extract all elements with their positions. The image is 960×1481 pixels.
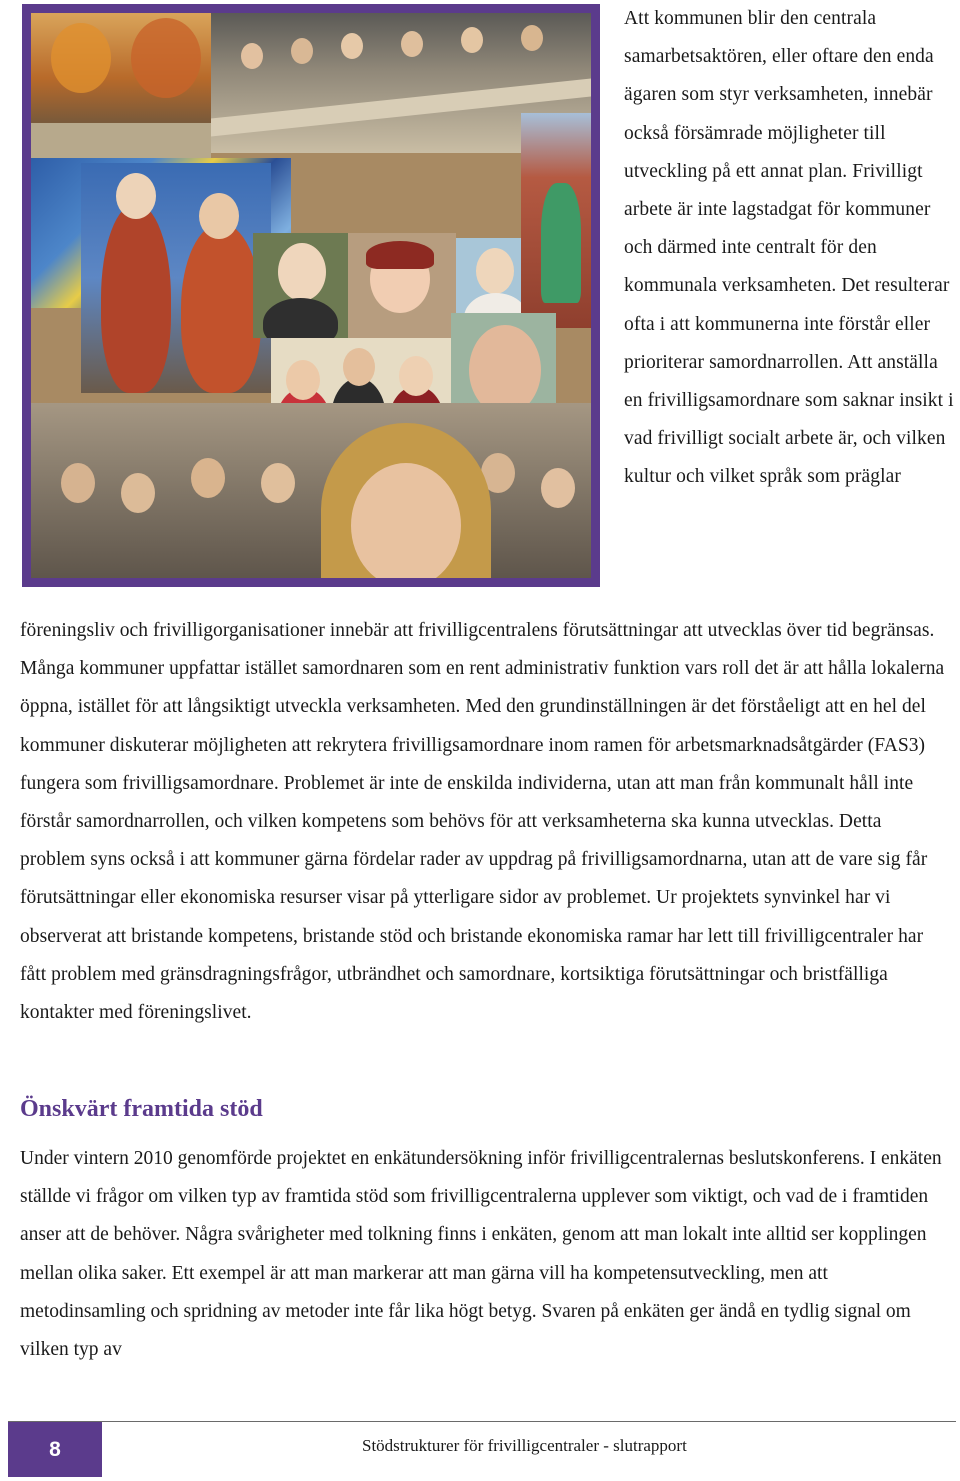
footer-divider bbox=[8, 1421, 956, 1422]
section-heading: Önskvärt framtida stöd bbox=[20, 1096, 263, 1122]
page-number: 8 bbox=[49, 1437, 61, 1461]
photo-collage bbox=[22, 4, 600, 587]
collage-photo-building bbox=[521, 113, 600, 328]
collage-photo-portrait-2 bbox=[348, 233, 456, 338]
section-paragraph: Under vintern 2010 genomförde projektet en enkätundersökning inför frivilligcentralernas beslutskonferens. I enkäten ställde vi frågor om vilken typ av framtida stöd som frivilligcentralerna upplever som viktigt, och vad de i framtiden anser att de behöver. Några svårigheter med tolkning finns i enkäten, genom att man lokalt inte alltid ser kopplingen mellan olika saker. Ett exempel är att man markerar att man gärna vill ha kompetensutveckling, men att metodinsamling och spridning av metoder inte får lika högt betyg. Svaren på enkäten ger ändå en tydlig signal om vilken typ av bbox=[20, 1148, 942, 1361]
collage-photo-portrait-1 bbox=[253, 233, 348, 338]
body-paragraph: föreningsliv och frivilligorganisationer innebär att frivilligcentralens förutsättningar att utvecklas över tid begränsas. Många kommuner uppfattar istället samordnaren som en rent administrativ funktion vars roll det är att hålla lokalerna öppna, istället för att långsiktigt utveckla verksamheten. Med den grundinställningen är det förståeligt att en hel del kommuner diskuterar möjligheten att rekrytera frivilligsamordnare inom ramen för arbetsmarknadsåtgärder (FAS3) fungera som frivilligsamordnare. Problemet är inte de enskilda individerna, utan att man från kommunalt håll inte förstår samordnarrollen, och vilken kompetens som behövs för att verksamheterna ska kunna utvecklas. Detta problem syns också i att kommuner gärna fördelar rader av uppdrag på frivilligsamordnarna, utan att de vare sig får förutsättningar eller ekonomiska resurser visar på ytterligare sidor av problemet. Ur projektets synvinkel har vi observerat att bristande kompetens, bristande stöd och bristande ekonomiska ramar har lett till frivilligcentraler har fått problem med gränsdragningsfrågor, utbrändhet och samordnare, kortsiktiga förutsättningar och bristfälliga kontakter med föreningslivet. bbox=[20, 620, 945, 1024]
footer-title: Stödstrukturer för frivilligcentraler - slutrapport bbox=[362, 1436, 687, 1455]
collage-photo-autumn-park bbox=[31, 13, 211, 158]
page-number-badge bbox=[8, 1422, 102, 1477]
collage-photo-two-women bbox=[81, 163, 271, 393]
side-paragraph: Att kommunen blir den centrala samarbetsaktören, eller oftare den enda ägaren som styr verksamheten, innebär också försämrade möjligheter till utveckling på ett annat plan. Frivilligt arbete är inte lagstadgat för kommuner och därmed inte centralt för den kommunala verksamheten. Det resulterar ofta i att kommunerna inte förstår eller prioriterar samordnarrollen. Att anställa en frivilligsamordnare som saknar insikt i vad frivilligt socialt arbete är, och vilken kultur och vilket språk som präglar bbox=[624, 8, 954, 488]
collage-photo-audience bbox=[31, 403, 600, 587]
